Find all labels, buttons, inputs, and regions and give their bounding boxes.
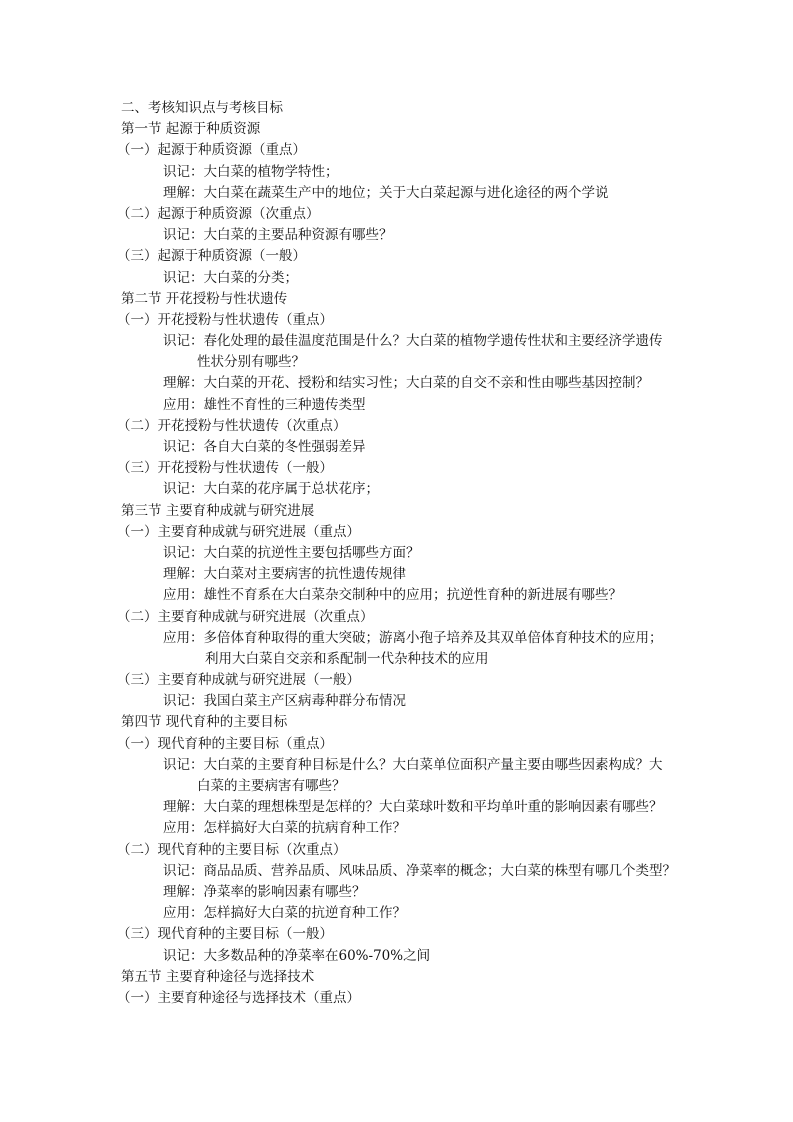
subsection-heading: （一）现代育种的主要目标（重点） [117,735,333,752]
subsection-heading: （二）起源于种质资源（次重点） [117,205,320,222]
item-line: 识记：大白菜的植物学特性； [163,163,339,180]
subsection-heading: （二）开花授粉与性状遗传（次重点） [117,417,347,434]
section-heading: 第二节 开花授粉与性状遗传 [121,290,288,307]
item-line: 识记：大多数品种的净菜率在60%-70%之间 [163,947,431,964]
subsection-heading: （三）开花授粉与性状遗传（一般） [117,460,333,477]
item-continuation: 利用大白菜自交亲和系配制一代杂种技术的应用 [205,650,489,667]
section-heading: 第一节 起源于种质资源 [121,121,261,138]
syllabus-content [117,98,681,1009]
part-heading: 二、考核知识点与考核目标 [121,100,283,116]
item-line: 识记：大白菜的花序属于总状花序； [163,481,379,498]
subsection-heading: （一）开花授粉与性状遗传（重点） [117,311,333,328]
subsection-heading: （一）主要育种成就与研究进展（重点） [117,523,360,540]
item-line: 识记：各自大白菜的冬性强弱差异 [163,439,366,455]
item-line: 理解：净菜率的影响因素有哪些？ [163,883,366,900]
item-line: 识记：商品品质、营养品质、风味品质、净菜率的概念；大白菜的株型有哪几个类型？ [163,862,676,879]
subsection-heading: （三）起源于种质资源（一般） [117,248,306,265]
item-line: 应用：怎样搞好大白菜的抗逆育种工作？ [163,905,406,922]
item-line: 理解：大白菜在蔬菜生产中的地位；关于大白菜起源与进化途径的两个学说 [163,184,609,201]
item-line: 应用：怎样搞好大白菜的抗病育种工作？ [163,820,406,837]
item-line: 应用：雄性不育性的三种遗传类型 [163,396,366,413]
item-continuation: 白菜的主要病害有哪些？ [197,778,346,794]
item-line: 识记：大白菜的主要品种资源有哪些？ [163,227,393,244]
section-heading: 第四节 现代育种的主要目标 [121,714,288,731]
item-line: 识记：春化处理的最佳温度范围是什么？大白菜的植物学遗传性状和主要经济学遗传 [163,333,663,350]
subsection-heading: （二）主要育种成就与研究进展（次重点） [117,608,374,625]
section-heading: 第三节 主要育种成就与研究进展 [121,502,315,519]
subsection-heading: （二）现代育种的主要目标（次重点） [117,841,347,858]
subsection-heading: （三）主要育种成就与研究进展（一般） [117,672,360,689]
subsection-heading: （三）现代育种的主要目标（一般） [117,926,333,943]
item-line: 应用：多倍体育种取得的重大突破；游离小孢子培养及其双单倍体育种技术的应用； [163,629,663,646]
subsection-heading: （一）主要育种途径与选择技术（重点） [117,989,360,1006]
item-line: 识记：我国白菜主产区病毒种群分布情况 [163,693,406,710]
item-line: 理解：大白菜的开花、授粉和结实习性；大白菜的自交不亲和性由哪些基因控制？ [163,375,649,392]
item-line: 识记：大白菜的分类； [163,269,298,286]
item-line: 理解：大白菜的理想株型是怎样的？大白菜球叶数和平均单叶重的影响因素有哪些？ [163,799,663,816]
item-line: 识记：大白菜的主要育种目标是什么？大白菜单位面积产量主要由哪些因素构成？大 [163,756,663,773]
section-heading: 第五节 主要育种途径与选择技术 [121,968,315,985]
item-line: 识记：大白菜的抗逆性主要包括哪些方面？ [163,544,420,561]
subsection-heading: （一）起源于种质资源（重点） [117,142,306,159]
item-line: 理解：大白菜对主要病害的抗性遗传规律 [163,566,406,583]
item-line: 应用：雄性不育系在大白菜杂交制种中的应用；抗逆性育种的新进展有哪些？ [163,587,622,604]
item-continuation: 性状分别有哪些？ [197,354,305,371]
